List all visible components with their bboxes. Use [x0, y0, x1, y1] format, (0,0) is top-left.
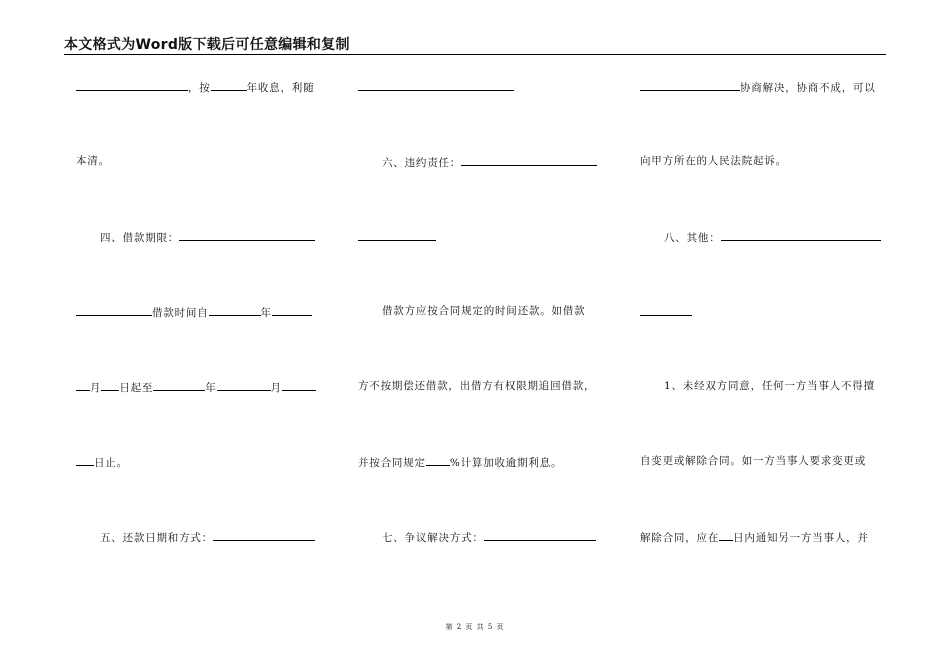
blank-field [719, 530, 733, 541]
col2-line-5: 方不按期偿还借款，出借方有权限期追回借款， [358, 380, 596, 392]
blank-field [640, 80, 740, 91]
col3-line-7: 解除合同，应在 日内通知另一方当事人，并 [640, 532, 869, 544]
col2-line-2: 六、违约责任： [358, 155, 628, 169]
col2-line-6: 并按合同规定 %计算加收逾期利息。 [358, 457, 563, 469]
col1-line-3: 四、借款期限： [76, 230, 346, 244]
col1-line-5: 月 日起至 年 月 [76, 380, 322, 394]
col3-line-6: 自变更或解除合同。如一方当事人要求变更或 [640, 455, 866, 467]
blank-field [217, 380, 271, 391]
blank-field [426, 455, 450, 466]
column-2 [358, 0, 604, 672]
page-number: 第 2 页 共 5 页 [445, 623, 505, 631]
col1-line-7: 五、还款日期和方式： [76, 530, 346, 544]
blank-field [76, 455, 94, 466]
blank-field [179, 230, 315, 241]
blank-field [484, 530, 596, 541]
blank-field [640, 305, 692, 316]
blank-field [358, 80, 514, 91]
col2-line-3 [358, 230, 604, 244]
blank-field [76, 305, 152, 316]
col3-line-4 [640, 305, 886, 319]
blank-field [213, 530, 315, 541]
blank-field [76, 80, 188, 91]
column-3 [640, 0, 886, 672]
blank-field [101, 380, 119, 391]
col1-line-6: 日止。 [76, 455, 322, 469]
blank-field [461, 155, 597, 166]
blank-field [272, 305, 312, 316]
col1-line-2: 本清。 [76, 155, 110, 167]
col1-line-4: 借款时间自 年 [76, 305, 322, 319]
col3-line-3: 八、其他： [640, 230, 910, 244]
blank-field [76, 380, 90, 391]
column-1 [76, 0, 322, 672]
col2-line-4: 借款方应按合同规定的时间还款。如借款 [382, 305, 586, 317]
blank-field [721, 230, 881, 241]
blank-field [153, 380, 205, 391]
col2-line-1 [358, 80, 604, 94]
header-title: 本文格式为Word版下载后可任意编辑和复制 [64, 37, 350, 53]
blank-field [209, 305, 261, 316]
col3-line-2: 向甲方所在的人民法院起诉。 [640, 155, 787, 167]
col3-line-5: 1、未经双方同意，任何一方当事人不得擅 [664, 380, 875, 392]
col3-line-1: 协商解决，协商不成，可以 [640, 80, 886, 94]
col1-line-1: ，按 年收息，利随 [76, 80, 322, 94]
blank-field [211, 80, 247, 91]
blank-field [358, 230, 436, 241]
blank-field [282, 380, 316, 391]
col2-line-7: 七、争议解决方式： [358, 530, 628, 544]
